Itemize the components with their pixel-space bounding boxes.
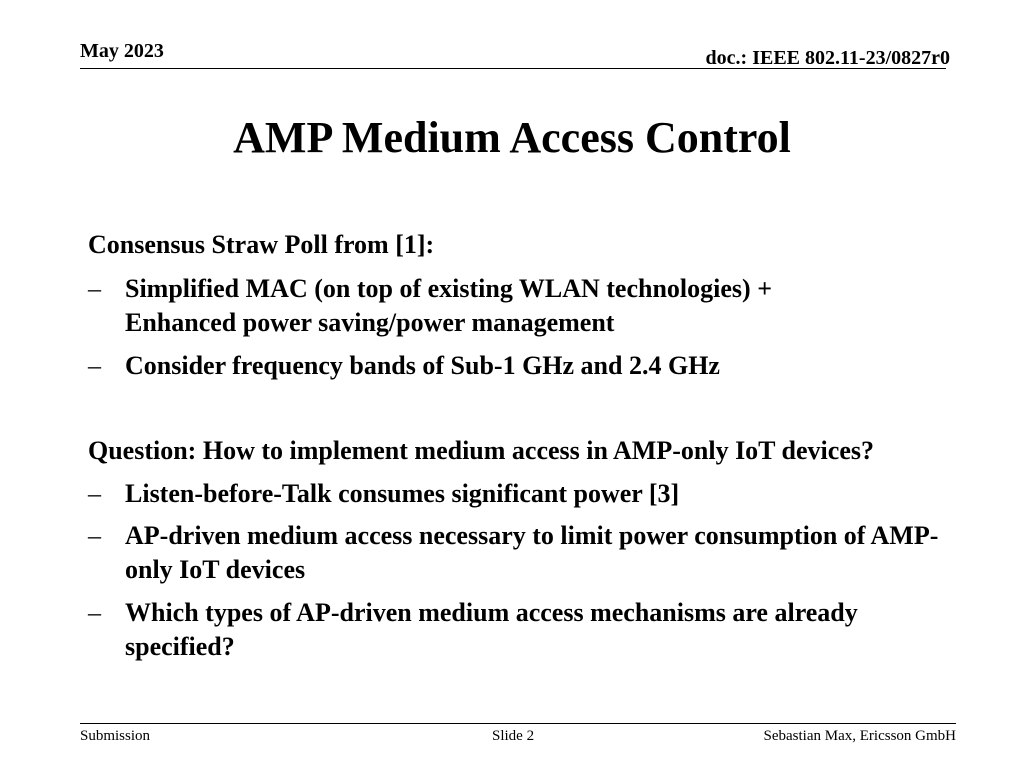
- footer-divider: [80, 723, 956, 724]
- footer-slide-number: Slide 2: [492, 728, 535, 744]
- header-divider: [80, 68, 946, 69]
- bullet-dash: –: [88, 351, 101, 380]
- header-doc-id: doc.: IEEE 802.11-23/0827r0: [705, 47, 950, 69]
- section2-heading: Question: How to implement medium access in AMP-only IoT devices?: [88, 436, 874, 465]
- bullet-dash: –: [88, 521, 101, 550]
- bullet-dash: –: [88, 274, 101, 303]
- section1-heading: Consensus Straw Poll from [1]:: [88, 230, 435, 259]
- bullet-text: Listen-before-Talk consumes significant power [3]: [125, 479, 680, 508]
- bullet-text: Which types of AP-driven medium access mechanisms are already specified?: [125, 598, 858, 661]
- slide-title: AMP Medium Access Control: [233, 113, 791, 162]
- footer-submission: Submission: [80, 728, 151, 744]
- bullet-text: Consider frequency bands of Sub-1 GHz and 2.4 GHz: [125, 351, 720, 380]
- bullet-text: Simplified MAC (on top of existing WLAN technologies) + Enhanced power saving/power management: [125, 274, 773, 337]
- footer-author: Sebastian Max, Ericsson GmbH: [763, 728, 956, 744]
- bullet-dash: –: [88, 479, 101, 508]
- bullet-dash: –: [88, 598, 101, 627]
- header-date: May 2023: [80, 40, 164, 62]
- bullet-text: AP-driven medium access necessary to limit power consumption of AMP-only IoT devices: [125, 521, 939, 584]
